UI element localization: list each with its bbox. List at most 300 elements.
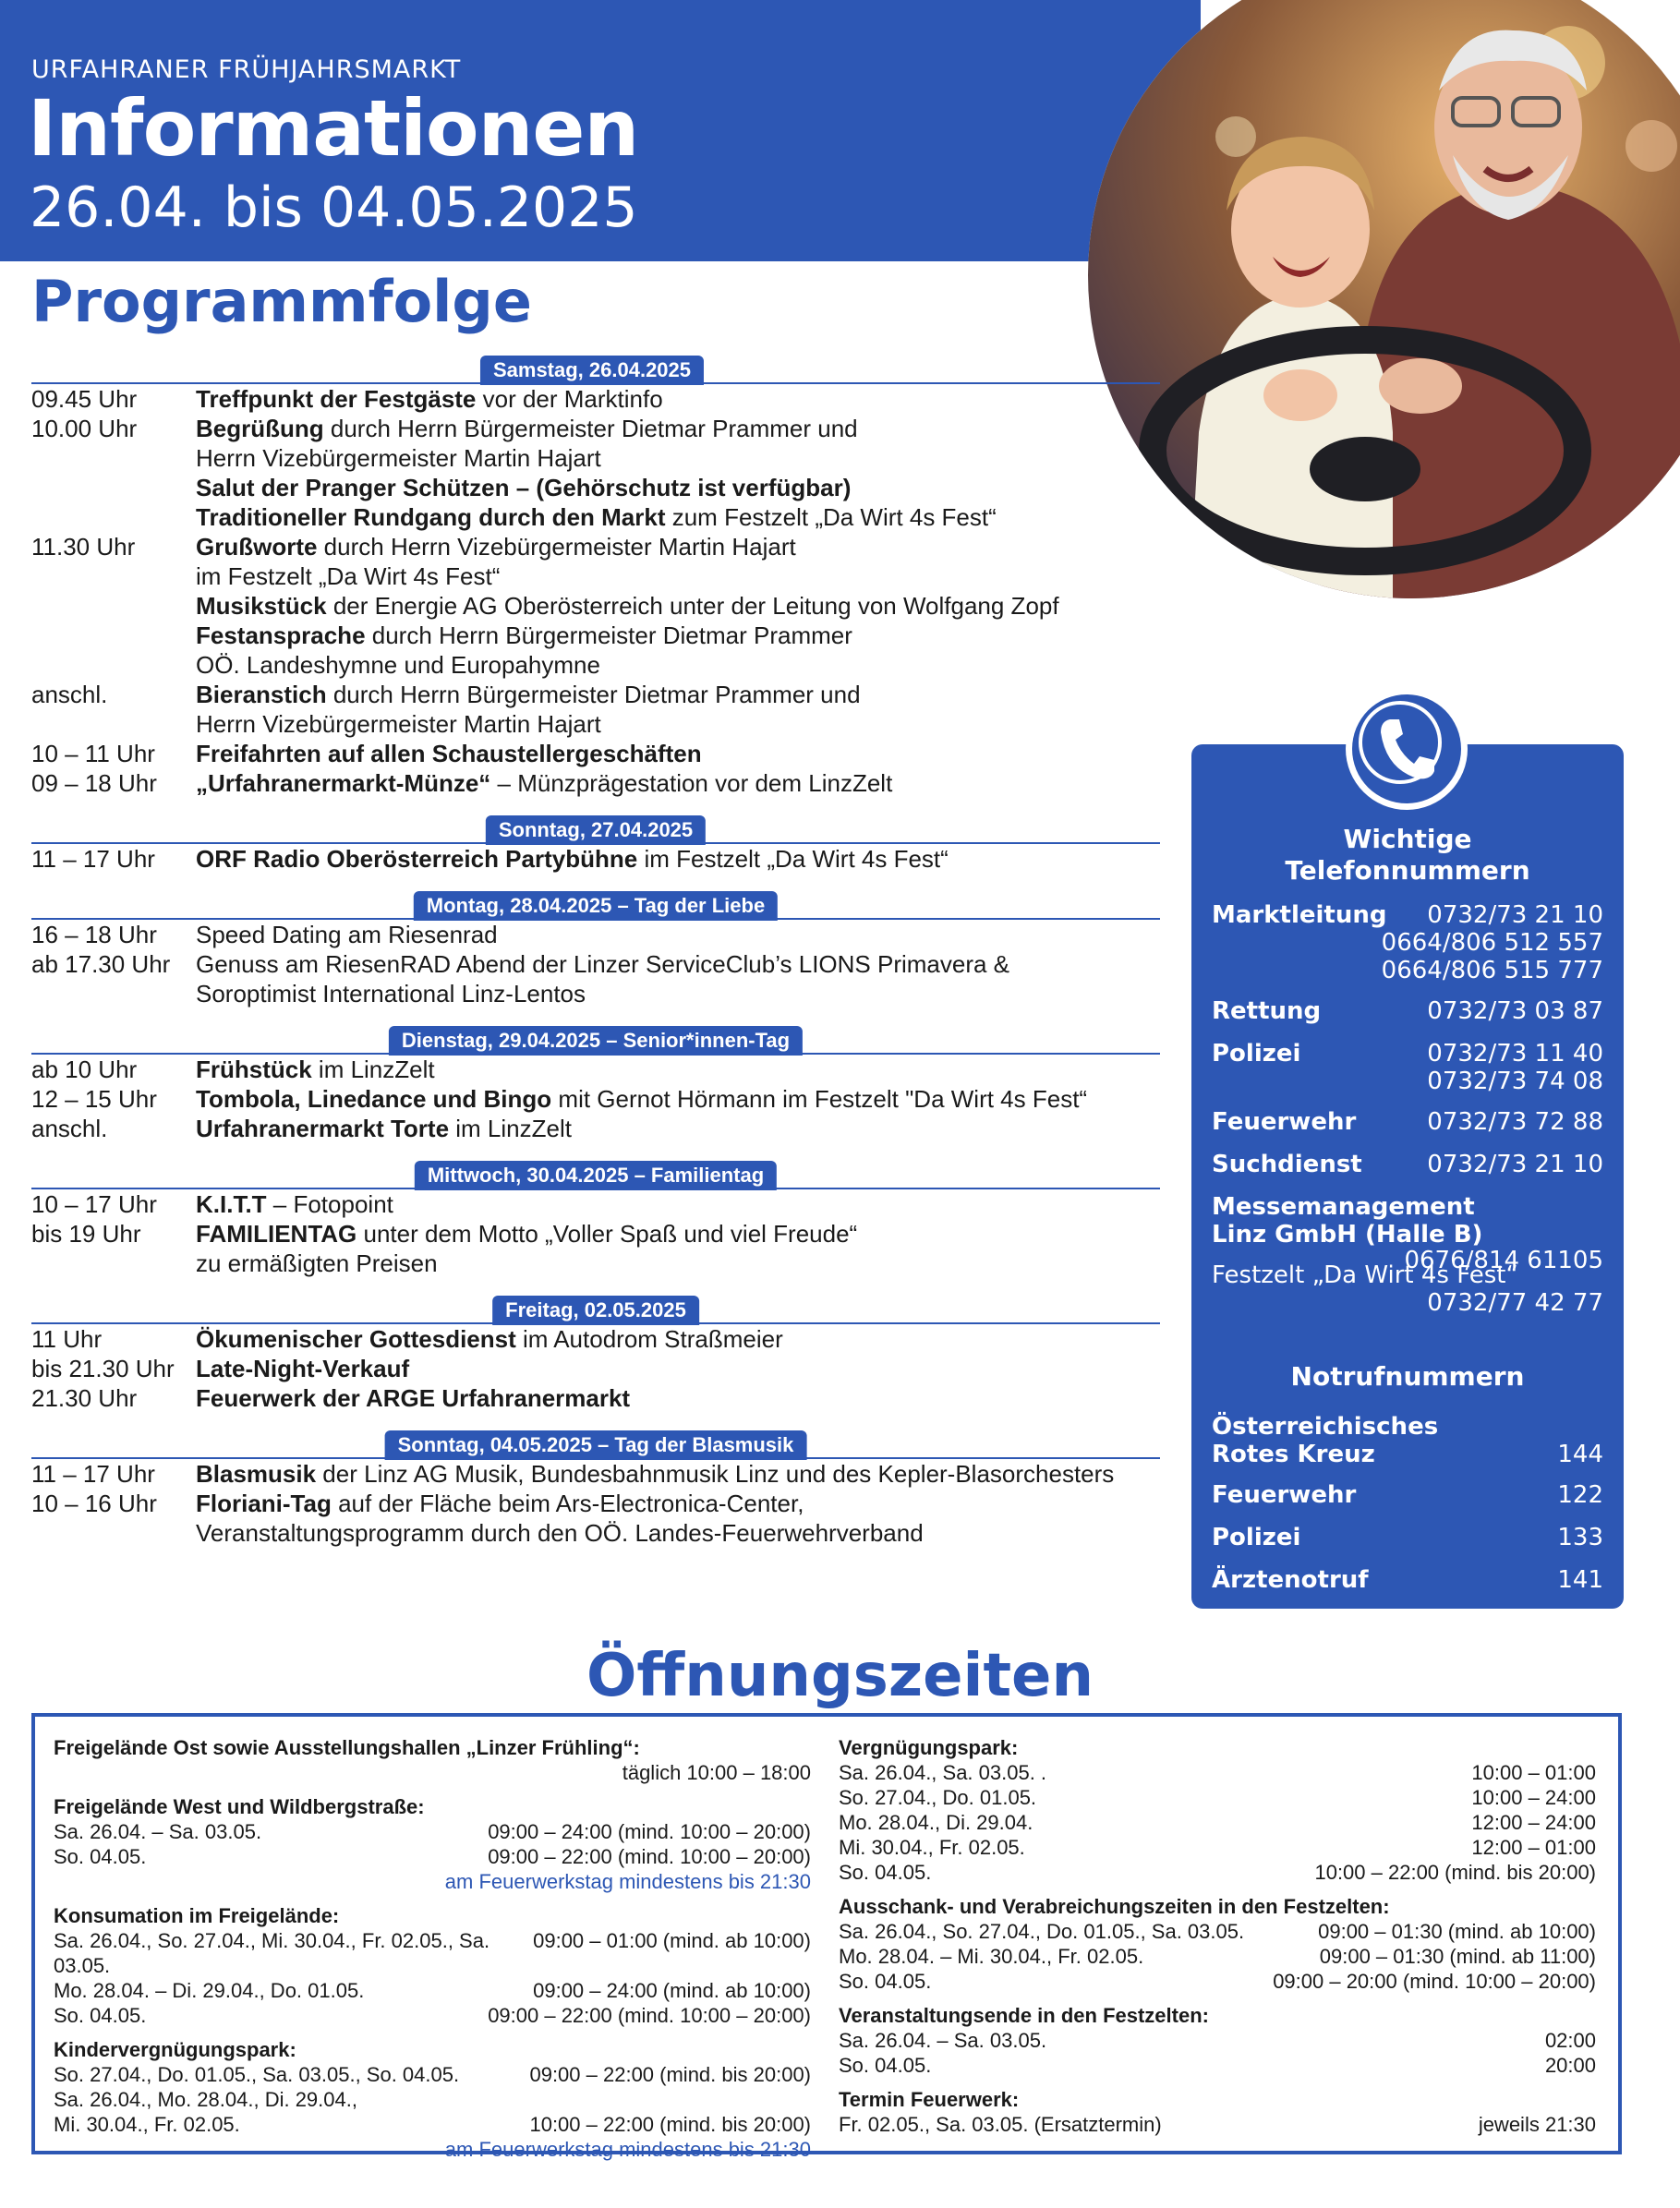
event-text: [196, 473, 1160, 502]
event-time: [31, 502, 196, 532]
opening-row: [54, 1928, 811, 1978]
opening-hours: jeweils 21:30: [1478, 2113, 1596, 2136]
opening-days: Sa. 26.04., Mo. 28.04., Di. 29.04.,: [54, 2088, 357, 2111]
opening-row: [839, 1969, 1596, 1994]
opening-days: So. 04.05.: [839, 1861, 932, 1884]
program-event: [31, 473, 1160, 502]
phone-entry: [1212, 997, 1603, 1025]
event-detail: im LinzZelt: [311, 1056, 435, 1083]
event-time: 11 Uhr: [31, 1325, 103, 1353]
event-text: [196, 920, 1160, 949]
opening-days: So. 04.05.: [54, 1845, 147, 1868]
phone-number: 0664/806 515 777: [1381, 957, 1603, 984]
event-highlight: Musikstück: [196, 592, 327, 620]
opening-hours: 10:00 – 01:00: [1471, 1761, 1596, 1784]
event-highlight: Floriani-Tag: [196, 1490, 332, 1517]
event-text: [196, 1459, 1160, 1489]
event-text: [196, 1354, 1160, 1383]
event-detail: durch Herrn Vizebürgermeister Martin Hajart: [317, 533, 796, 561]
event-time: [31, 443, 196, 473]
event-highlight: Traditioneller Rundgang durch den Markt: [196, 503, 666, 531]
opening-block: [839, 1735, 1596, 1885]
day-header: [31, 1021, 1160, 1055]
event-detail: unter dem Motto „Voller Spaß und viel Freude“: [357, 1220, 858, 1248]
event-text: [196, 1383, 1160, 1413]
event-detail: auf der Fläche beim Ars-Electronica-Center,: [331, 1490, 804, 1517]
event-text: [196, 621, 1160, 650]
opening-days: Mo. 28.04. – Mi. 30.04., Fr. 02.05.: [839, 1945, 1144, 1968]
event-text: [196, 1084, 1160, 1114]
emergency-number: [1557, 1524, 1603, 1551]
opening-title: Konsumation im Freigelände:: [54, 1904, 340, 1927]
phone-entry: [1212, 1193, 1603, 1274]
opening-days: Sa. 26.04., Sa. 03.05. .: [839, 1761, 1047, 1784]
event-time: [31, 473, 196, 502]
event-detail: – Münzprägestation vor dem LinzZelt: [490, 769, 893, 797]
phone-entry: [1212, 901, 1603, 984]
opening-days: Mi. 30.04., Fr. 02.05.: [54, 2113, 240, 2136]
program-event: [31, 949, 1160, 979]
event-detail: im LinzZelt: [449, 1115, 572, 1142]
day-header: [31, 1426, 1160, 1459]
event-detail: durch Herrn Bürgermeister Dietmar Prammer und: [323, 415, 858, 442]
day-label: Mittwoch, 30.04.2025 – Familientag: [415, 1161, 777, 1190]
opening-hours: 09:00 – 22:00 (mind. 10:00 – 20:00): [488, 1845, 811, 1868]
phone-numbers: [1427, 1151, 1603, 1178]
event-time: 21.30 Uhr: [31, 1384, 138, 1412]
opening-hours: 09:00 – 01:30 (mind. ab 11:00): [1319, 1945, 1596, 1968]
day-label: Samstag, 26.04.2025: [480, 356, 704, 385]
program-event: [31, 502, 1160, 532]
event-time: 12 – 15 Uhr: [31, 1085, 157, 1113]
day-label: Dienstag, 29.04.2025 – Senior*innen-Tag: [389, 1026, 803, 1056]
opening-row: [839, 1760, 1596, 1785]
program-event: [31, 384, 1160, 414]
program-event: [31, 443, 1160, 473]
day-spacer: [31, 1143, 1160, 1156]
phone-number: 0732/73 21 10: [1427, 1151, 1603, 1178]
event-highlight: Festansprache: [196, 621, 366, 649]
program-event: [31, 1189, 1160, 1219]
event-text: [196, 739, 1160, 768]
event-time: 10 – 17 Uhr: [31, 1190, 157, 1218]
opening-hours: 12:00 – 01:00: [1471, 1836, 1596, 1859]
event-text: [196, 561, 1160, 591]
phone-number: 0732/73 21 10: [1427, 901, 1603, 929]
opening-box: [31, 1713, 1622, 2161]
opening-days: So. 04.05.: [839, 1970, 932, 1993]
phone-entry: [1212, 1261, 1603, 1317]
opening-row: [839, 1810, 1596, 1835]
phone-label: Messemanagement Linz GmbH (Halle B): [1212, 1193, 1483, 1249]
event-time: bis 21.30 Uhr: [31, 1355, 175, 1382]
opening-note: am Feuerwerkstag mindestens bis 21:30: [444, 2138, 811, 2161]
program-event: [31, 1459, 1160, 1489]
event-time: 09 – 18 Uhr: [31, 769, 157, 797]
event-text: [196, 532, 1160, 561]
day-spacer: [31, 1008, 1160, 1021]
opening-title: Freigelände West und Wildbergstraße:: [54, 1795, 425, 1818]
emergency-entry: [1212, 1413, 1603, 1468]
program-event: [31, 768, 1160, 798]
opening-hours: 09:00 – 24:00 (mind. ab 10:00): [533, 1979, 811, 2002]
event-highlight: Urfahranermarkt Torte: [196, 1115, 450, 1142]
opening-note: am Feuerwerkstag mindestens bis 21:30: [444, 1870, 811, 1893]
program-event: [31, 1084, 1160, 1114]
opening-row: [54, 1844, 811, 1869]
event-highlight: Grußworte: [196, 533, 318, 561]
opening-row: [54, 1978, 811, 2003]
phone-number: 0732/73 74 08: [1427, 1068, 1603, 1095]
opening-title: Veranstaltungsende in den Festzelten:: [839, 2004, 1209, 2027]
event-detail: Herrn Vizebürgermeister Martin Hajart: [196, 444, 601, 472]
event-detail: im Festzelt „Da Wirt 4s Fest“: [637, 845, 949, 873]
opening-title: Kindervergnügungspark:: [54, 2038, 296, 2061]
opening-hours: 09:00 – 24:00 (mind. 10:00 – 20:00): [488, 1820, 811, 1843]
event-detail: – Fotopoint: [266, 1190, 393, 1218]
day-header: [31, 1291, 1160, 1324]
opening-hours: 09:00 – 01:30 (mind. ab 10:00): [1318, 1920, 1596, 1943]
program-event: [31, 844, 1160, 874]
header-kicker: URFAHRANER FRÜHJAHRSMARKT: [31, 55, 462, 84]
program-event: [31, 414, 1160, 443]
emergency-entry: [1212, 1524, 1603, 1551]
event-detail: der Energie AG Oberösterreich unter der Leitung von Wolfgang Zopf: [326, 592, 1059, 620]
program-event: [31, 621, 1160, 650]
event-dates: 26.04. bis 04.05.2025: [30, 175, 638, 240]
event-detail: im Autodrom Straßmeier: [515, 1325, 783, 1353]
event-detail: Herrn Vizebürgermeister Martin Hajart: [196, 710, 601, 738]
day-label: Freitag, 02.05.2025: [492, 1296, 699, 1325]
opening-hours: 09:00 – 20:00 (mind. 10:00 – 20:00): [1273, 1970, 1596, 1993]
program-event: [31, 1489, 1160, 1518]
phone-label: Suchdienst: [1212, 1151, 1362, 1178]
event-text: [196, 650, 1160, 680]
opening-hours: 10:00 – 22:00 (mind. bis 20:00): [529, 2113, 811, 2136]
phone-entry: [1212, 1040, 1603, 1095]
event-text: [196, 979, 1160, 1008]
phone-entry: [1212, 1108, 1603, 1136]
event-text: [196, 414, 1160, 443]
program-day: [31, 1021, 1160, 1156]
opening-left-column: [54, 1735, 811, 2171]
opening-row: [839, 2112, 1596, 2137]
emergency-label: Österreichisches Rotes Kreuz: [1212, 1413, 1439, 1468]
event-time: bis 19 Uhr: [31, 1220, 141, 1248]
event-detail: Speed Dating am Riesenrad: [196, 921, 498, 948]
event-highlight: FAMILIENTAG: [196, 1220, 357, 1248]
page-title: Informationen: [28, 83, 639, 174]
phone-numbers: [1382, 901, 1603, 984]
phone-number: 0664/806 512 557: [1381, 929, 1603, 957]
phone-number: 0732/73 72 88: [1427, 1108, 1603, 1136]
opening-row: [839, 1860, 1596, 1885]
phone-label: Marktleitung: [1212, 901, 1387, 929]
opening-row: [839, 1944, 1596, 1969]
opening-block: [839, 2087, 1596, 2137]
opening-title: Freigelände Ost sowie Ausstellungshallen „Linzer Frühling“:: [54, 1736, 640, 1759]
program-event: [31, 979, 1160, 1008]
event-time: anschl.: [31, 681, 108, 708]
program-event: [31, 709, 1160, 739]
event-text: [196, 844, 1160, 874]
event-highlight: Treffpunkt der Festgäste: [196, 385, 477, 413]
day-spacer: [31, 1413, 1160, 1426]
program-day: [31, 1426, 1160, 1561]
event-detail: vor der Marktinfo: [476, 385, 663, 413]
event-time: ab 17.30 Uhr: [31, 950, 171, 978]
event-time: [31, 979, 196, 1008]
event-time: 09.45 Uhr: [31, 385, 138, 413]
opening-days: Mo. 28.04. – Di. 29.04., Do. 01.05.: [54, 1979, 365, 2002]
phone-label: Festzelt „Da Wirt 4s Fest“: [1212, 1261, 1518, 1289]
event-text: [196, 502, 1160, 532]
opening-hours: 12:00 – 24:00: [1471, 1811, 1596, 1834]
phone-label: Feuerwehr: [1212, 1108, 1357, 1136]
opening-row: [54, 1760, 811, 1785]
phone-numbers: [1427, 1108, 1603, 1136]
event-text: [196, 1489, 1160, 1518]
event-detail: mit Gernot Hörmann im Festzelt "Da Wirt 4s Fest“: [551, 1085, 1088, 1113]
emergency-number-value: 144: [1557, 1441, 1603, 1468]
program-event: [31, 1114, 1160, 1143]
phone-panel: [1191, 744, 1624, 1609]
emergency-number-value: 133: [1557, 1524, 1603, 1551]
opening-days: So. 04.05.: [54, 2004, 147, 2027]
program-event: [31, 1354, 1160, 1383]
hero-photo-illustration: [1088, 0, 1680, 598]
opening-row: [839, 1785, 1596, 1810]
program-event: [31, 591, 1160, 621]
event-time: 10.00 Uhr: [31, 415, 138, 442]
event-time: ab 10 Uhr: [31, 1056, 138, 1083]
emergency-label: Feuerwehr: [1212, 1481, 1357, 1509]
opening-block: [54, 1735, 811, 1785]
event-detail: Soroptimist International Linz-Lentos: [196, 980, 586, 1007]
program-event: [31, 1249, 1160, 1278]
opening-hours: 20:00: [1544, 2054, 1596, 2077]
opening-row: [839, 2053, 1596, 2078]
phone-heading: Wichtige Telefonnummern: [1285, 824, 1530, 886]
opening-row: [54, 2062, 811, 2087]
event-detail: im Festzelt „Da Wirt 4s Fest“: [196, 562, 501, 590]
day-header: [31, 887, 1160, 920]
opening-heading: Öffnungszeiten: [586, 1642, 1094, 1710]
event-time: 11 – 17 Uhr: [31, 1460, 155, 1488]
day-header: [31, 1156, 1160, 1189]
opening-row: [54, 2087, 811, 2112]
program-event: [31, 650, 1160, 680]
event-time: [31, 591, 196, 621]
opening-days: Sa. 26.04., So. 27.04., Mi. 30.04., Fr. 02.05., Sa. 03.05.: [54, 1929, 490, 1977]
program-event: [31, 532, 1160, 561]
phone-label: Polizei: [1212, 1040, 1301, 1068]
event-time: anschl.: [31, 1115, 108, 1142]
opening-block: [839, 1894, 1596, 1994]
emergency-entry: [1212, 1566, 1603, 1594]
event-detail: OÖ. Landeshymne und Europahymne: [196, 651, 600, 679]
program-event: [31, 561, 1160, 591]
program-event: [31, 920, 1160, 949]
emergency-label: Ärztenotruf: [1212, 1566, 1369, 1594]
event-detail: durch Herrn Bürgermeister Dietmar Prammer und: [326, 681, 861, 708]
phone-number: 0732/73 03 87: [1427, 997, 1603, 1025]
event-text: [196, 1114, 1160, 1143]
phone-badge: [1346, 688, 1468, 810]
event-text: [196, 1055, 1160, 1084]
opening-hours: 09:00 – 22:00 (mind. bis 20:00): [529, 2063, 811, 2086]
opening-row: [839, 2028, 1596, 2053]
opening-block: [54, 1903, 811, 2028]
program-event: [31, 739, 1160, 768]
day-label: Sonntag, 04.05.2025 – Tag der Blasmusik: [385, 1430, 807, 1460]
event-detail: Veranstaltungsprogramm durch den OÖ. Landes-Feuerwehrverband: [196, 1519, 924, 1547]
event-highlight: Bieranstich: [196, 681, 327, 708]
event-time: 16 – 18 Uhr: [31, 921, 157, 948]
phone-label: Rettung: [1212, 997, 1322, 1025]
program-list: [31, 351, 1160, 1561]
event-time: [31, 650, 196, 680]
event-time: 11.30 Uhr: [31, 533, 136, 561]
day-spacer: [31, 798, 1160, 811]
program-day: [31, 351, 1160, 811]
event-time: [31, 621, 196, 650]
event-text: [196, 1219, 1160, 1249]
event-highlight: Late-Night-Verkauf: [196, 1355, 410, 1382]
emergency-number-value: 141: [1557, 1566, 1603, 1594]
opening-days: Sa. 26.04. – Sa. 03.05.: [54, 1820, 262, 1843]
opening-hours: 09:00 – 22:00 (mind. 10:00 – 20:00): [488, 2004, 811, 2027]
event-detail: Genuss am RiesenRAD Abend der Linzer ServiceClub’s LIONS Primavera &: [196, 950, 1010, 978]
emergency-heading: Notrufnummern: [1290, 1361, 1525, 1392]
opening-days: Mi. 30.04., Fr. 02.05.: [839, 1836, 1025, 1859]
program-event: [31, 680, 1160, 709]
program-event: [31, 1383, 1160, 1413]
event-detail: zum Festzelt „Da Wirt 4s Fest“: [665, 503, 997, 531]
event-text: [196, 1189, 1160, 1219]
event-detail: durch Herrn Bürgermeister Dietmar Prammer: [365, 621, 852, 649]
opening-days: Sa. 26.04. – Sa. 03.05.: [839, 2029, 1047, 2052]
event-highlight: Freifahrten auf allen Schaustellergeschäften: [196, 740, 702, 767]
phone-numbers: [1427, 997, 1603, 1025]
event-text: [196, 384, 1160, 414]
day-spacer: [31, 1278, 1160, 1291]
event-highlight: Begrüßung: [196, 415, 324, 442]
phone-numbers: [1427, 1289, 1603, 1317]
emergency-number: [1557, 1481, 1603, 1509]
phone-number: 0676/814 61105: [1404, 1247, 1603, 1274]
phone-icon: [1377, 716, 1436, 782]
emergency-number: [1557, 1566, 1603, 1594]
event-text: [196, 768, 1160, 798]
opening-hours: 09:00 – 01:00 (mind. ab 10:00): [533, 1929, 811, 1952]
opening-row: [839, 1835, 1596, 1860]
phone-entry: [1212, 1151, 1603, 1178]
event-time: 10 – 11 Uhr: [31, 740, 155, 767]
program-event: [31, 1055, 1160, 1084]
day-header: [31, 351, 1160, 384]
emergency-label: Polizei: [1212, 1524, 1301, 1551]
program-event: [31, 1518, 1160, 1548]
opening-block: [54, 1794, 811, 1894]
opening-days: Mo. 28.04., Di. 29.04.: [839, 1811, 1033, 1834]
event-time: [31, 1249, 196, 1278]
opening-days: So. 04.05.: [839, 2054, 932, 2077]
day-label: Montag, 28.04.2025 – Tag der Liebe: [414, 891, 778, 921]
phone-numbers: [1427, 1040, 1603, 1095]
event-text: [196, 1249, 1160, 1278]
hero-photo: [1088, 0, 1680, 598]
program-heading: Programmfolge: [31, 268, 532, 335]
event-highlight: Salut der Pranger Schützen – (Gehörschutz ist verfügbar): [196, 474, 852, 501]
event-text: [196, 1324, 1160, 1354]
program-day: [31, 811, 1160, 887]
event-time: [31, 709, 196, 739]
phone-number: 0732/73 11 40: [1427, 1040, 1603, 1068]
opening-row: [54, 2112, 811, 2137]
opening-block: [54, 2037, 811, 2162]
event-highlight: Blasmusik: [196, 1460, 317, 1488]
opening-title: Termin Feuerwerk:: [839, 2088, 1020, 2111]
opening-row: [839, 1919, 1596, 1944]
event-text: [196, 1518, 1160, 1548]
day-spacer: [31, 1548, 1160, 1561]
opening-right-column: [839, 1735, 1596, 2146]
emergency-entry: [1212, 1481, 1603, 1509]
event-highlight: Tombola, Linedance und Bingo: [196, 1085, 552, 1113]
emergency-number-value: 122: [1557, 1481, 1603, 1509]
program-day: [31, 1156, 1160, 1291]
event-text: [196, 443, 1160, 473]
event-highlight: K.I.T.T: [196, 1190, 267, 1218]
header-banner: [0, 0, 1201, 261]
event-text: [196, 591, 1160, 621]
event-detail: zu ermäßigten Preisen: [196, 1249, 438, 1277]
event-time: [31, 1518, 196, 1548]
day-header: [31, 811, 1160, 844]
day-label: Sonntag, 27.04.2025: [486, 815, 706, 845]
emergency-number: [1557, 1441, 1603, 1468]
event-time: 10 – 16 Uhr: [31, 1490, 157, 1517]
opening-row: [54, 1819, 811, 1844]
phone-number: 0732/77 42 77: [1427, 1289, 1603, 1317]
event-text: [196, 949, 1160, 979]
opening-days: Fr. 02.05., Sa. 03.05. (Ersatztermin): [839, 2113, 1162, 2136]
program-event: [31, 1219, 1160, 1249]
opening-title: Ausschank- und Verabreichungszeiten in den Festzelten:: [839, 1895, 1390, 1918]
event-highlight: Ökumenischer Gottesdienst: [196, 1325, 516, 1353]
opening-title: Vergnügungspark:: [839, 1736, 1019, 1759]
opening-hours: 02:00: [1544, 2029, 1596, 2052]
event-highlight: „Urfahranermarkt-Münze“: [196, 769, 491, 797]
event-text: [196, 680, 1160, 709]
program-day: [31, 1291, 1160, 1426]
opening-days: So. 27.04., Do. 01.05.: [839, 1786, 1037, 1809]
event-time: [31, 561, 196, 591]
opening-row: [54, 2003, 811, 2028]
event-time: 11 – 17 Uhr: [31, 845, 155, 873]
event-text: [196, 709, 1160, 739]
event-detail: der Linz AG Musik, Bundesbahnmusik Linz und des Kepler-Blasorchesters: [316, 1460, 1115, 1488]
event-highlight: ORF Radio Oberösterreich Partybühne: [196, 845, 638, 873]
program-event: [31, 1324, 1160, 1354]
program-day: [31, 887, 1160, 1021]
opening-days: Sa. 26.04., So. 27.04., Do. 01.05., Sa. 03.05.: [839, 1920, 1245, 1943]
day-spacer: [31, 874, 1160, 887]
event-highlight: Feuerwerk der ARGE Urfahranermarkt: [196, 1384, 631, 1412]
opening-hours: 10:00 – 22:00 (mind. bis 20:00): [1314, 1861, 1596, 1884]
opening-hours: täglich 10:00 – 18:00: [622, 1761, 811, 1784]
